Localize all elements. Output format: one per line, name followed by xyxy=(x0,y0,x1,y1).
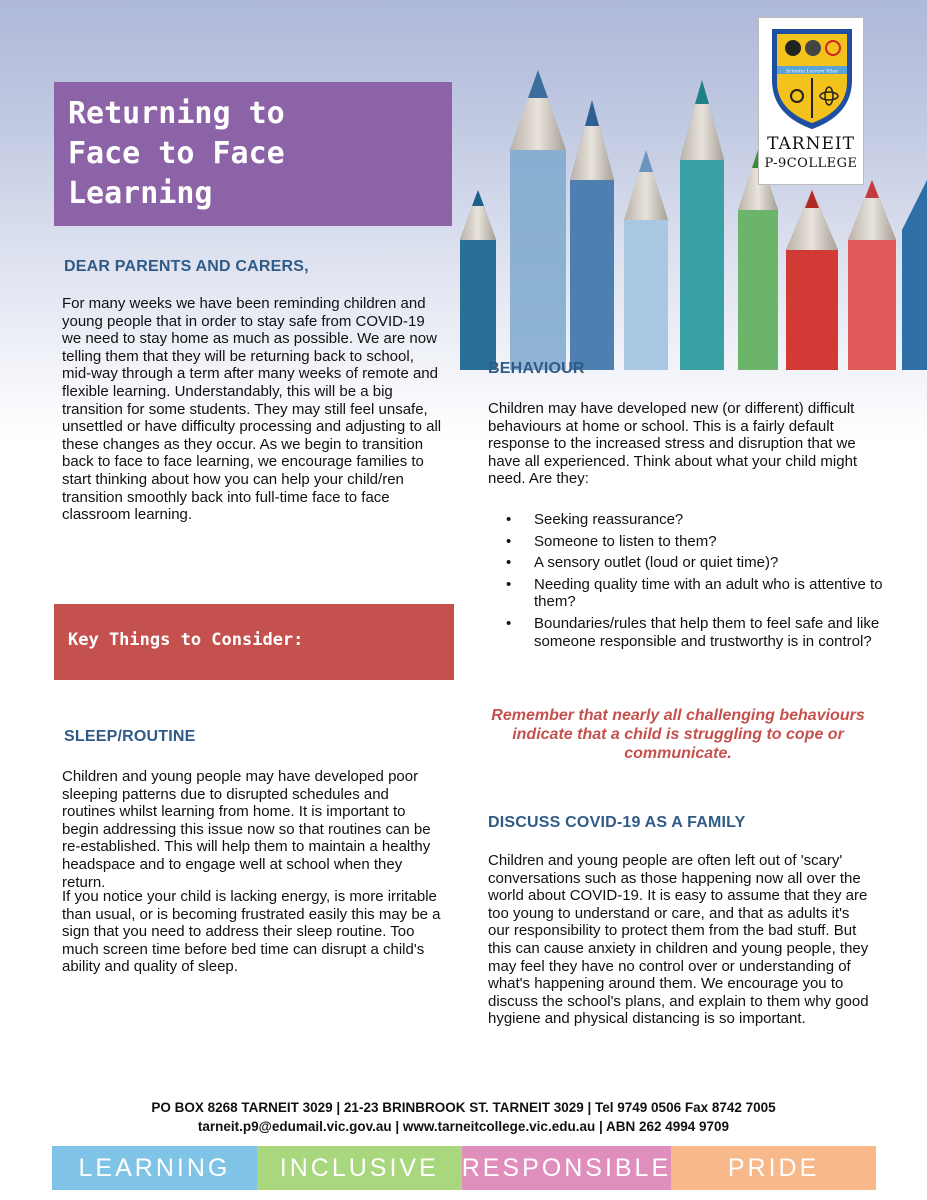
behaviour-paragraph: Children may have developed new (or different) difficult behaviours at home or school. This is a fairly default response to the increased stress and disruption that we have all experienced. Think about what your child might need. Are they: xyxy=(488,400,858,488)
sleep-paragraph: Children and young people may have developed poor sleeping patterns due to disrupted schedules and routines whilst learning from home. It is important to begin addressing this issue now so that routines can be re-established. This will help them to maintain a healthy headspace and to engage well at school when they return. xyxy=(62,768,431,891)
school-crest-icon xyxy=(769,26,855,130)
intro-paragraph: For many weeks we have been reminding children and young people that in order to stay safe from COVID-19 we need to stay home as much as possible. We are now telling them that they will be returning back to school, mid-way through a term after many weeks of remote and flexible learning. Understandably, this will be a big transition for some students. They may still feel unsafe, unsettled or have difficulty processing and adjusting to all these changes as they occur. As we begin to transition back to face to face learning, we encourage families to start thinking about how you can help your child/ren transition smoothly back into full-time face to face classroom learning. xyxy=(62,295,442,524)
crest-motto: Scientia Lucrum Vitae xyxy=(786,69,838,75)
key-things-label: Key Things to Consider: xyxy=(68,630,304,650)
page-title: Returning to Face to Face Learning xyxy=(68,96,285,211)
footer-contact-line: tarneit.p9@edumail.vic.gov.au | www.tarneitcollege.vic.edu.au | ABN 262 4994 9709 xyxy=(197,1119,730,1134)
sleep-paragraph-2: If you notice your child is lacking energy, is more irritable than usual, or is becoming frustrated easily this may be a sign that you need to address their sleep routine. Too much screen time before bed time can disrupt a child's ability and quality of sleep. xyxy=(62,888,441,976)
title-box xyxy=(54,82,452,226)
sleep-heading: SLEEP/ROUTINE xyxy=(64,728,196,745)
value-inclusive: INCLUSIVE xyxy=(257,1146,462,1190)
value-pride: PRIDE xyxy=(671,1146,876,1190)
intro-heading: DEAR PARENTS AND CARERS, xyxy=(64,258,309,275)
school-name-line1: TARNEIT xyxy=(767,134,855,154)
covid-heading: DISCUSS COVID-19 AS A FAMILY xyxy=(488,814,746,831)
footer-address-line: PO BOX 8268 TARNEIT 3029 | 21-23 BRINBROOK ST. TARNEIT 3029 | Tel 9749 0506 Fax 8742 7005 xyxy=(151,1100,776,1115)
value-responsible: RESPONSIBLE xyxy=(462,1146,671,1190)
contact-footer xyxy=(0,1098,927,1136)
behaviour-needs-list xyxy=(504,511,884,654)
list-item: • Someone to listen to them? xyxy=(504,533,884,551)
list-item: • Seeking reassurance? xyxy=(504,511,884,529)
behaviour-callout: Remember that nearly all challenging behaviours indicate that a child is struggling to cope or communicate. xyxy=(491,707,865,762)
school-logo xyxy=(758,17,864,185)
key-things-banner xyxy=(54,604,454,680)
behaviour-heading: BEHAVIOUR xyxy=(488,360,585,377)
list-item: • Needing quality time with an adult who is attentive to them? xyxy=(504,576,884,611)
list-item: • Boundaries/rules that help them to feel safe and like someone responsible and trustworthy is in control? xyxy=(504,615,884,650)
list-item: • A sensory outlet (loud or quiet time)? xyxy=(504,554,884,572)
school-values-bar xyxy=(52,1146,876,1190)
covid-paragraph: Children and young people are often left out of 'scary' conversations such as those happening now all over the world about COVID-19. It is easy to assume that they are too young to understand or care, and that as adults it's our responsibility to protect them from the bad stuff. But this can cause anxiety in children and young people, they may feel they have no control over or understanding of what's happening around them. We encourage you to discuss the school's plans, and explain to them why good hygiene and physical distancing is so important. xyxy=(488,852,869,1028)
school-name-line2: P-9COLLEGE xyxy=(764,156,858,171)
value-learning: LEARNING xyxy=(52,1146,257,1190)
